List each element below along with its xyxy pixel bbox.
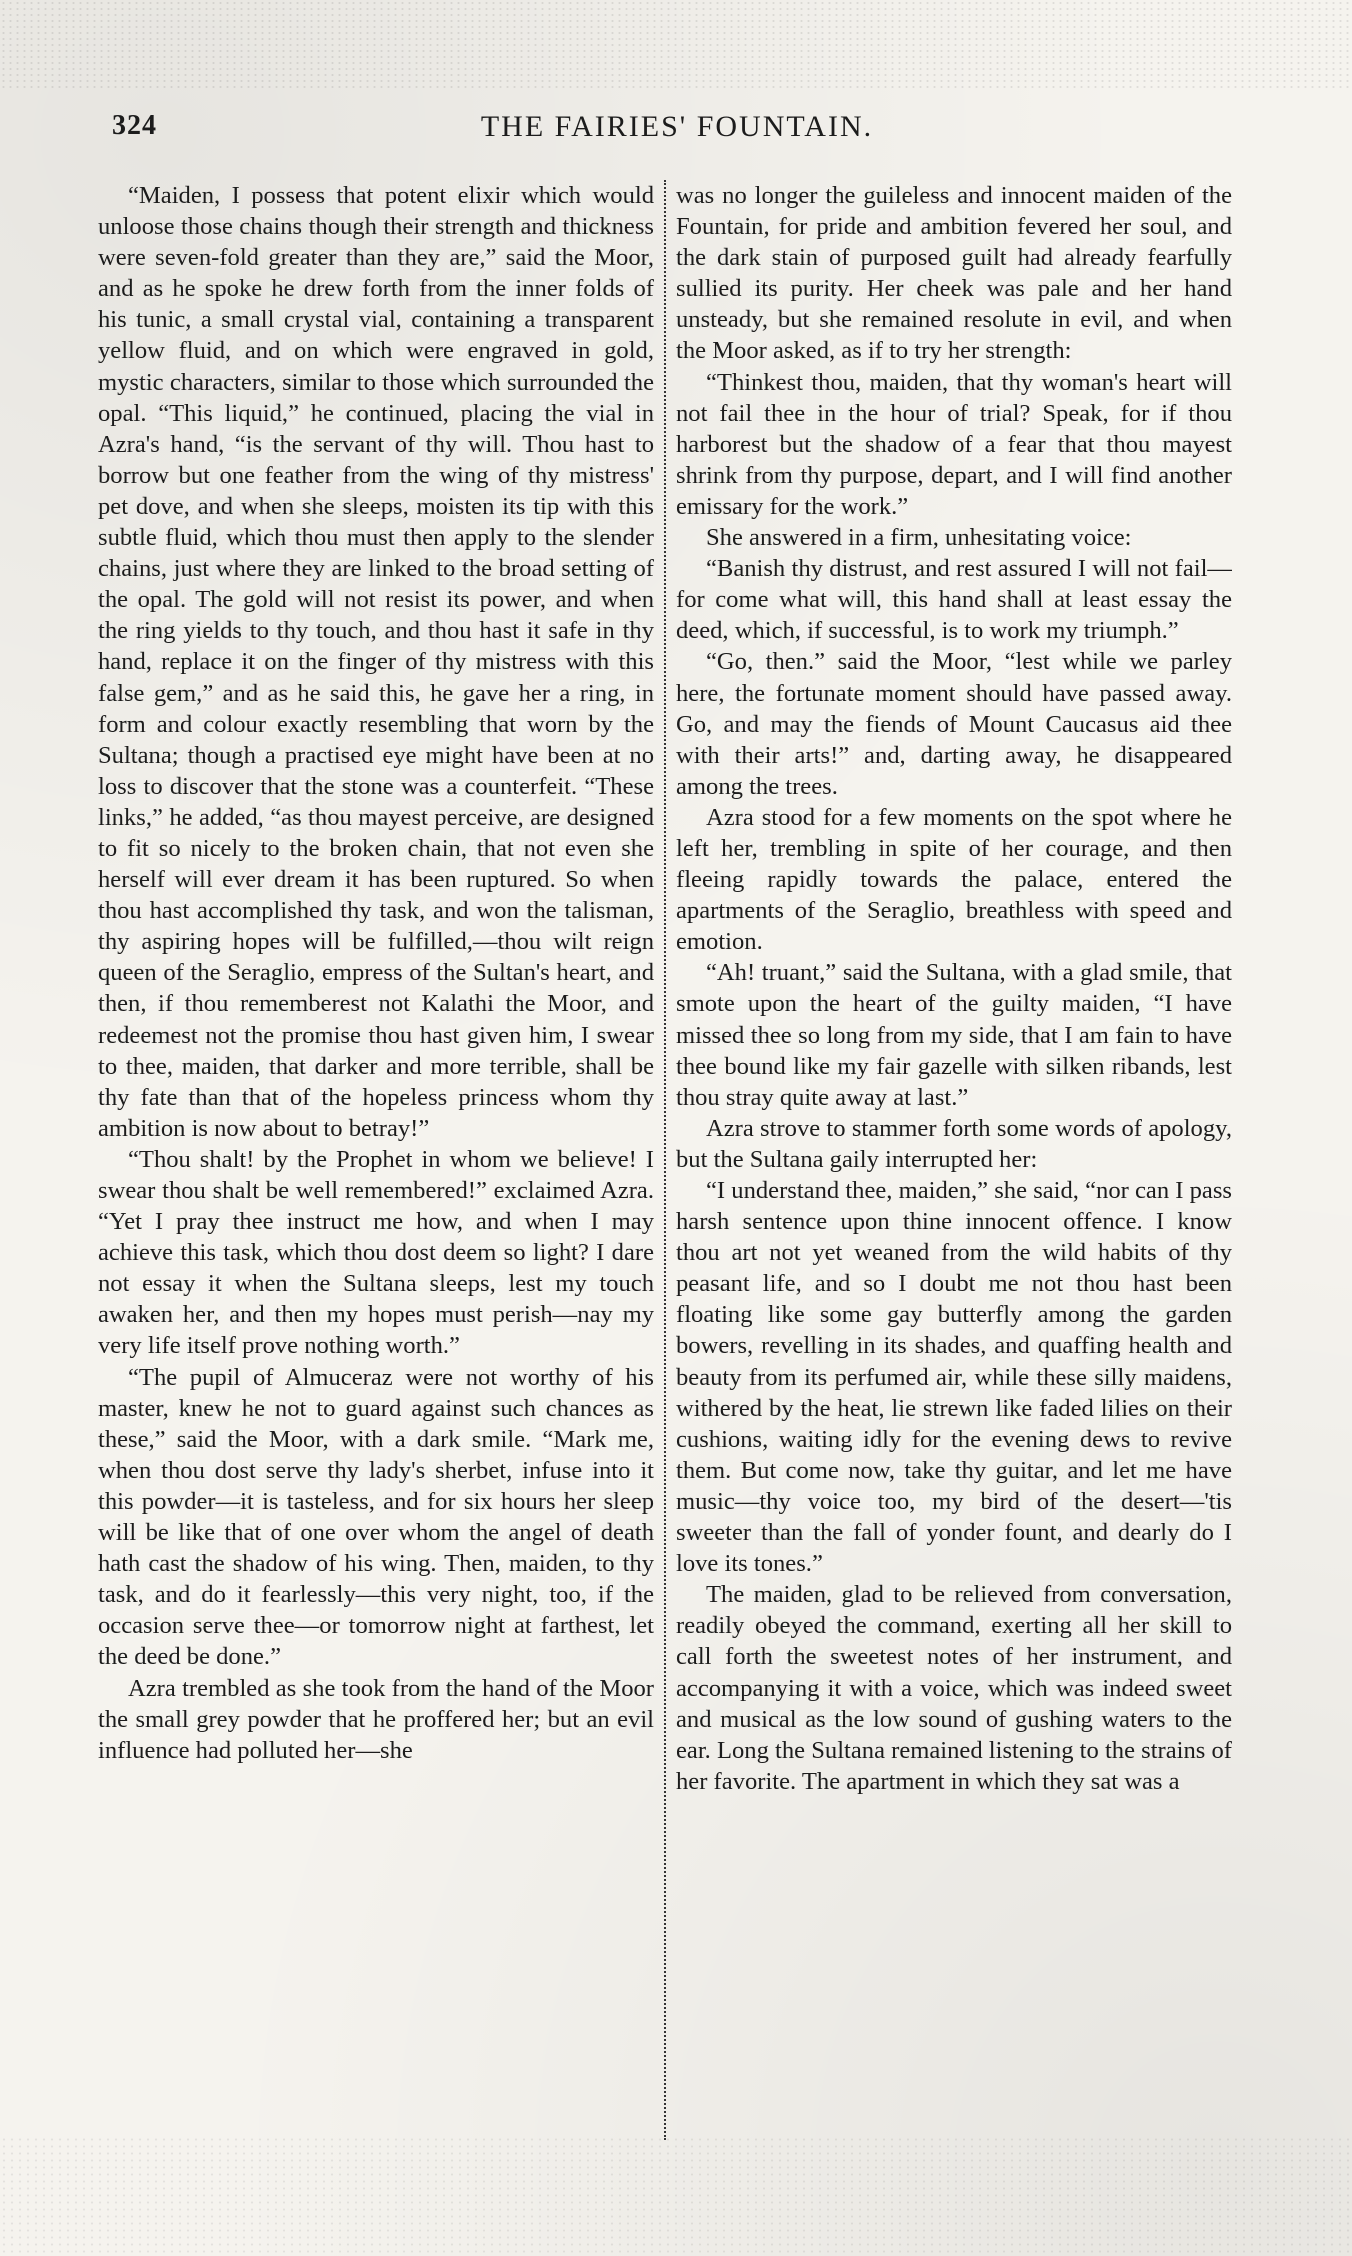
paragraph: “Go, then.” said the Moor, “lest while we parley here, the fortunate moment should have passed away. Go, and may the fiends of Mount Caucasus aid thee with their arts!” and, darting away, he disappeared among the trees. [676,648,1232,800]
page-number: 324 [112,110,157,141]
paragraph: The maiden, glad to be relieved from conversation, readily obeyed the command, exerting all her skill to call forth the sweetest notes of her instrument, and accompanying it with a voice, which was indeed sweet and musical as the low sound of gushing waters to the ear. Long the Sultana remained listening to the strains of her favorite. The apartment in which they sat was a [676,1581,1232,1795]
paragraph: Azra strove to stammer forth some words of apology, but the Sultana gaily interrupted her: [676,1114,1232,1173]
paragraph: She answered in a firm, unhesitating voice: [706,524,1132,552]
running-title: THE FAIRIES' FOUNTAIN. [480,110,874,143]
paragraph: Azra trembled as she took from the hand of the Moor the small grey powder that he proffered her; but an evil influence had polluted her—she [98,1674,654,1764]
paragraph: “Banish thy distrust, and rest assured I will not fail—for come what will, this hand shall at least essay the deed, which, if successful, is to work my triumph.” [676,555,1232,645]
paragraph: “Thou shalt! by the Prophet in whom we believe! I swear thou shalt be well remembered!” exclaimed Azra. “Yet I pray thee instruct me how, and when I may achieve this task, which thou dost deem so light? I dare not essay it when the Sultana sleeps, lest my touch awaken her, and then my hopes must perish—nay my very life itself prove nothing worth.” [98,1145,654,1360]
scan-noise-bottom [0,2136,1352,2256]
paragraph: “Maiden, I possess that potent elixir which would unloose those chains though their strength and thickness were seven-fold greater than they are,” said the Moor, and as he spoke he drew forth from the inner folds of his tunic, a small crystal vial, containing a transparent yellow fluid, and on which were engraved in gold, mystic characters, similar to those which surrounded the opal. “This liquid,” he continued, placing the vial in Azra's hand, “is the servant of thy will. Thou hast to borrow but one feather from the wing of thy mistress' pet dove, and when she sleeps, moisten its tip with this subtle fluid, which thou must then apply to the slender chains, just where they are linked to the broad setting of the opal. The gold will not resist its power, and when the ring yields to thy touch, and thou hast it safe in thy hand, replace it on the finger of thy mistress with this false gem,” and as he said this, he gave her a ring, in form and colour exactly resembling that worn by the Sultana; though a practised eye might have been at no loss to discover that the stone was a counterfeit. “These links,” he added, “as thou mayest perceive, are designed to fit so nicely to the broken chain, that not even she herself will ever dream it has been ruptured. So when thou hast accomplished thy task, and won the talisman, thy aspiring hopes will be fulfilled,—thou wilt reign queen of the Seraglio, empress of the Sultan's heart, and then, if thou rememberest not Kalathi the Moor, and redeemest not the promise thou hast given him, I swear to thee, maiden, that darker and more terrible, shall be thy fate than that of the hopeless princess whom thy ambition is now about to betray!” [98,182,654,1142]
paragraph: “Thinkest thou, maiden, that thy woman's heart will not fail thee in the hour of trial? Speak, for if thou harborest but the shadow of a fear that thou mayest shrink from thy purpose, depart, and I will find another emissary for the work.” [676,368,1232,520]
paragraph: “Ah! truant,” said the Sultana, with a glad smile, that smote upon the heart of the guilty maiden, “I have missed thee so long from my side, that I am fain to have thee bound like my fair gazelle with silken ribands, lest thou stray quite away at last.” [676,959,1232,1111]
paragraph: “I understand thee, maiden,” she said, “nor can I pass harsh sentence upon thine innocent offence. I know thou art not yet weaned from the wild habits of thy peasant life, and so I doubt me not thou hast been floating like some gay butterfly among the garden bowers, revelling in its shades, and quaffing health and beauty from its perfumed air, while these silly maidens, withered by the heat, lie strewn like faded lilies on their cushions, waiting idly for the evening dews to revive them. But come now, take thy guitar, and let me have music—thy voice too, my bird of the desert—'tis sweeter than the fall of yonder fount, and dearly do I love its tones.” [676,1177,1232,1578]
column-divider [664,180,666,2140]
left-column [98,180,654,2140]
paragraph: was no longer the guileless and innocent maiden of the Fountain, for pride and ambition fevered her soul, and the dark stain of purposed guilt had already fearfully sullied its purity. Her cheek was pale and her hand unsteady, but she remained resolute in evil, and when the Moor asked, as if to try her strength: [676,182,1232,365]
scan-noise-top [0,0,1352,90]
paragraph: “The pupil of Almuceraz were not worthy of his master, knew he not to guard against such chances as these,” said the Moor, with a dark smile. “Mark me, when thou dost serve thy lady's sherbet, infuse into it this powder—it is tasteless, and for six hours her sleep will be like that of one over whom the angel of death hath cast the shadow of his wing. Then, maiden, to thy task, and do it fearlessly—this very night, too, if the occasion serve thee—or tomorrow night at farthest, let the deed be done.” [98,1363,654,1671]
right-column [676,180,1232,2140]
page-header [112,110,1242,150]
paragraph: Azra stood for a few moments on the spot where he left her, trembling in spite of her courage, and then fleeing rapidly towards the palace, entered the apartments of the Seraglio, breathless with speed and emotion. [676,803,1232,956]
